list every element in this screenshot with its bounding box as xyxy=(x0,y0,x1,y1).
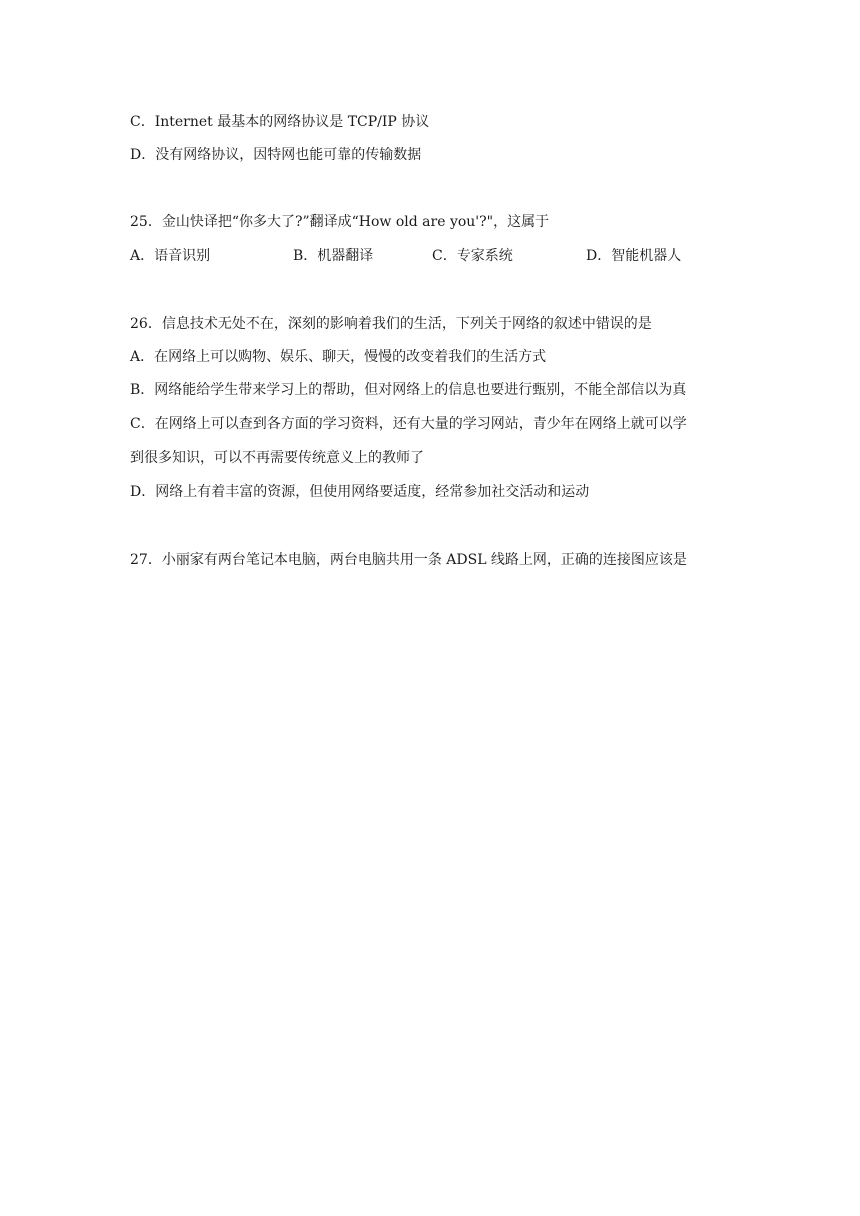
q24-option-d: D．没有网络协议，因特网也能可靠的传输数据 xyxy=(130,147,422,163)
q26-option-b: B．网络能给学生带来学习上的帮助，但对网络上的信息也要进行甄别，不能全部信以为真 xyxy=(130,382,687,398)
q24-option-c: C．Internet 最基本的网络协议是 TCP/IP 协议 xyxy=(130,114,430,130)
q26-stem: 26．信息技术无处不在，深刻的影响着我们的生活，下列关于网络的叙述中错误的是 xyxy=(130,316,652,332)
q25-option-c: C．专家系统 xyxy=(432,248,513,264)
q26-option-c-line2: 到很多知识，可以不再需要传统意义上的教师了 xyxy=(130,450,424,466)
q26-option-c-line1: C．在网络上可以查到各方面的学习资料，还有大量的学习网站，青少年在网络上就可以学 xyxy=(130,416,687,432)
q26-option-a: A．在网络上可以购物、娱乐、聊天，慢慢的改变着我们的生活方式 xyxy=(130,349,547,365)
q27-stem: 27．小丽家有两台笔记本电脑，两台电脑共用一条 ADSL 线路上网，正确的连接图应该是 xyxy=(130,552,687,568)
q25-option-a: A．语音识别 xyxy=(130,248,211,264)
q26-option-d: D．网络上有着丰富的资源，但使用网络要适度，经常参加社交活动和运动 xyxy=(130,484,590,500)
q25-option-b: B．机器翻译 xyxy=(293,248,374,264)
q25-stem: 25．金山快译把“你多大了?”翻译成“How old are you'?"，这属于 xyxy=(130,214,550,230)
q25-option-d: D．智能机器人 xyxy=(586,248,682,264)
